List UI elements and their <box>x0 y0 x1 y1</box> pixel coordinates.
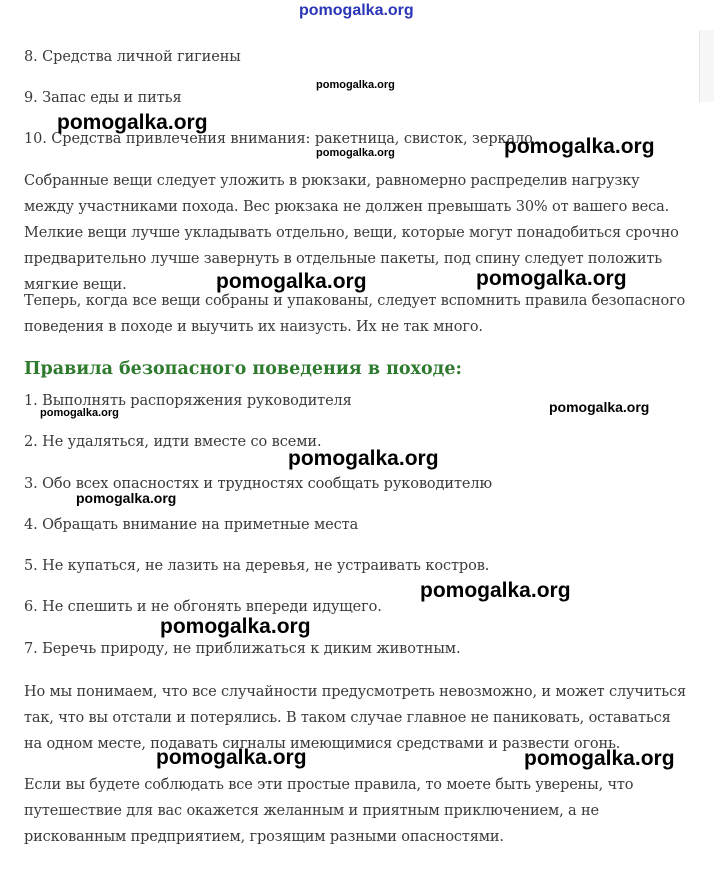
watermark: pomogalka.org <box>476 267 627 290</box>
rule-item: 1. Выполнять распоряжения руководителя <box>24 393 352 409</box>
paragraph-rules-intro: Теперь, когда все вещи собраны и упакованы, следует вспомнить правила безопасного поведения в походе и выучить их наизусть. Их не так много. <box>24 293 686 335</box>
rule-item: 4. Обращать внимание на приметные места <box>24 517 359 533</box>
watermark: pomogalka.org <box>316 79 395 91</box>
rule-item: 3. Обо всех опасностях и трудностях сообщать руководителю <box>24 476 492 492</box>
paragraph-conclusion: Если вы будете соблюдать все эти простые правила, то моете быть уверены, что путешествие для вас окажется желанным и приятным приключением, а не рискованным предприятием, грозящим разными опасностями. <box>24 777 634 845</box>
rule-item: 7. Беречь природу, не приближаться к диким животным. <box>24 641 461 657</box>
watermark: pomogalka.org <box>216 270 367 293</box>
rule-item: 2. Не удаляться, идти вместе со всеми. <box>24 434 322 450</box>
watermark: pomogalka.org <box>504 135 655 158</box>
watermark: pomogalka.org <box>76 490 177 506</box>
watermark: pomogalka.org <box>156 746 307 769</box>
rule-item: 6. Не спешить и не обгонять впереди идущего. <box>24 599 382 615</box>
watermark: pomogalka.org <box>40 407 119 419</box>
sidebar-edge <box>699 30 714 102</box>
list-item: 8. Средства личной гигиены <box>24 49 241 65</box>
watermark: pomogalka.org <box>316 147 395 159</box>
watermark: pomogalka.org <box>549 399 650 415</box>
watermark: pomogalka.org <box>288 447 439 470</box>
section-heading: Правила безопасного поведения в походе: <box>24 359 462 379</box>
watermark: pomogalka.org <box>299 2 414 19</box>
paragraph-lost: Но мы понимаем, что все случайности предусмотреть невозможно, и может случиться так, что вы отстали и потерялись. В таком случае главное не паниковать, оставаться на одном месте, подавать сигналы имеющимися средствами и развести огонь. <box>24 684 686 752</box>
watermark: pomogalka.org <box>160 615 311 638</box>
watermark: pomogalka.org <box>524 747 675 770</box>
rule-item: 5. Не купаться, не лазить на деревья, не устраивать костров. <box>24 558 490 574</box>
watermark: pomogalka.org <box>420 579 571 602</box>
list-item: 10. Средства привлечения внимания: ракетница, свисток, зеркало <box>24 131 533 147</box>
watermark: pomogalka.org <box>57 111 208 134</box>
list-item: 9. Запас еды и питья <box>24 90 182 106</box>
paragraph-packing: Собранные вещи следует уложить в рюкзаки, равномерно распределив нагрузку между участниками похода. Вес рюкзака не должен превышать 30% от вашего веса. Мелкие вещи лучше укладывать отдельно, вещи, которые могут понадобиться срочно предварительно лучше завернуть в отдельные пакеты, под спину следует положить мягкие вещи. <box>24 173 679 293</box>
